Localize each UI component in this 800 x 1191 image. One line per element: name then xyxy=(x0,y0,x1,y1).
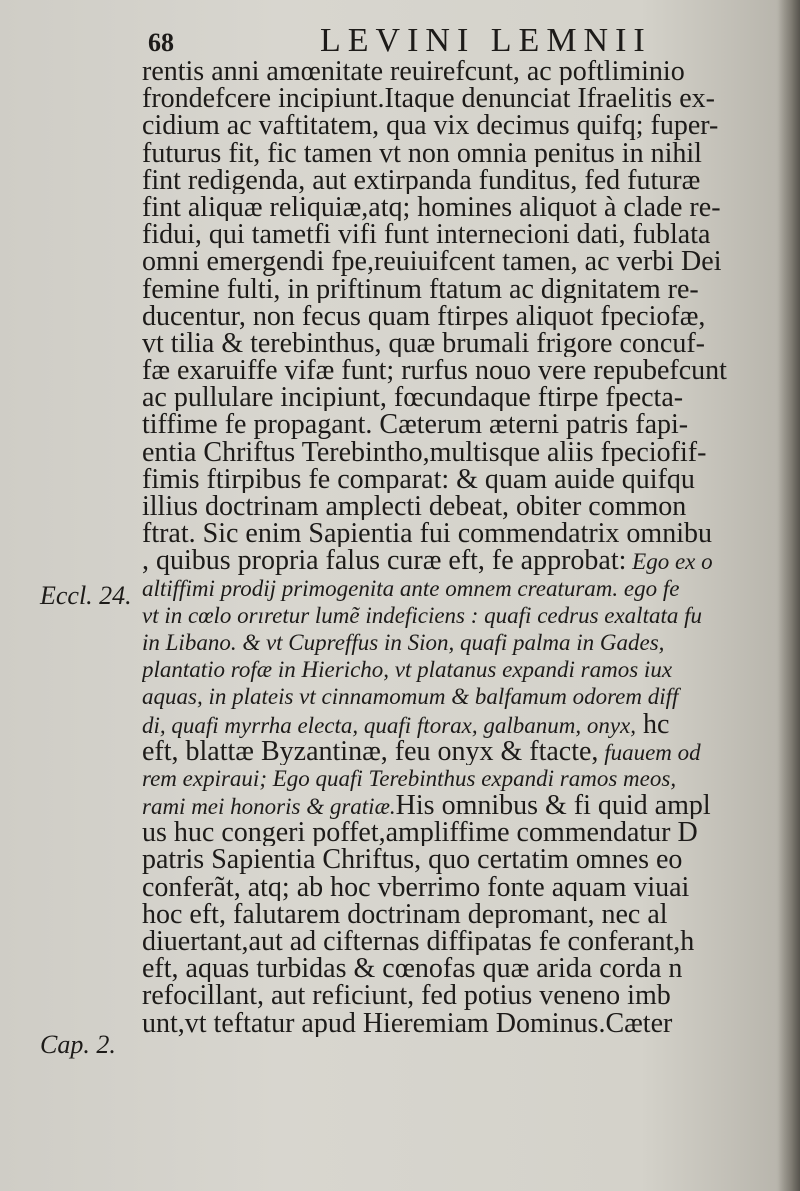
text-line: ducentur, non fecus quam ftirpes aliquot fpeciofæ, xyxy=(142,302,706,330)
text-line: illius doctrinam amplecti debeat, obiter common xyxy=(142,493,687,521)
text-line: ac pullulare incipiunt, fœcundaque ftirpe fpecta- xyxy=(142,384,684,412)
text-line: omni emergendi fpe,reuiuifcent tamen, ac verbi Dei xyxy=(142,248,722,276)
text-line: conferãt, atq; ab hoc vberrimo fonte aquam viuai xyxy=(142,873,690,901)
page-number: 68 xyxy=(148,28,174,57)
text-line: unt,vt teftatur apud Hieremiam Dominus.Cæter xyxy=(142,1009,673,1037)
italic-segment: fuauem od xyxy=(598,739,701,765)
text-line: patris Sapientia Chriftus, quo certatim omnes eo xyxy=(142,846,683,874)
body-text xyxy=(142,58,782,1037)
margin-note-cap: Cap. 2. xyxy=(40,1030,116,1059)
text-line: rentis anni amœnitate reuirefcunt, ac poftliminio xyxy=(142,58,685,86)
page-header xyxy=(148,20,768,62)
text-line xyxy=(142,792,782,819)
text-line: fidui, qui tametfi vifi funt internecioni dati, fublata xyxy=(142,221,711,249)
running-head: LEVINI LEMNII xyxy=(320,22,652,59)
text-line: vt in cœlo orıretur lumẽ indeficiens : quafi cedrus exaltata fu xyxy=(142,602,702,628)
text-line: femine fulti, in priftinum ftatum ac dignitatem re- xyxy=(142,275,699,303)
text-line: tiffime fe propagant. Cæterum æterni patris fapi- xyxy=(142,411,689,439)
text-line: aquas, in plateis vt cinnamomum & balfamum odorem diff xyxy=(142,684,679,710)
text-line: frondefcere incipiunt.Itaque denunciat Ifraelitis ex- xyxy=(142,85,715,113)
roman-segment: , quibus propria falus curæ eft, fe approbat: xyxy=(142,547,627,575)
text-line: futurus fit, fic tamen vt non omnia penitus in nihil xyxy=(142,139,702,167)
text-line: ftrat. Sic enim Sapientia fui commendatrix omnibu xyxy=(142,520,712,548)
text-line xyxy=(142,547,782,574)
text-line: us huc congeri poffet,ampliffime commendatur D xyxy=(142,819,698,847)
italic-segment: di, quafi myrrha electa, quafi ftorax, galbanum, onyx, xyxy=(142,712,637,738)
text-line: rem expiraui; Ego quafi Terebinthus expandi ramos meos, xyxy=(142,765,677,791)
italic-segment: Ego ex o xyxy=(626,549,713,575)
text-line: fimis ftirpibus fe comparat: & quam auide quifqu xyxy=(142,465,695,493)
text-line xyxy=(142,711,782,738)
roman-segment: eft, blattæ Byzantinæ, feu onyx & ftacte, xyxy=(142,737,599,765)
text-line xyxy=(142,738,782,765)
text-line: refocillant, aut reficiunt, fed potius veneno imb xyxy=(142,982,671,1010)
text-line: in Libano. & vt Cupreffus in Sion, quafi palma in Gades, xyxy=(142,629,665,655)
text-line: plantatio rofæ in Hiericho, vt platanus expandi ramos iux xyxy=(142,657,673,683)
text-line: hoc eft, falutarem doctrinam depromant, nec al xyxy=(142,900,668,928)
text-line: fæ exaruiffe vifæ funt; rurfus nouo vere repubefcunt xyxy=(142,357,727,385)
text-line: fint aliquæ reliquiæ,atq; homines aliquot à clade re- xyxy=(142,193,721,222)
text-line: diuertant,aut ad cifternas diffipatas fe conferant,h xyxy=(142,928,695,956)
text-line: eft, aquas turbidas & cœnofas quæ arida corda n xyxy=(142,955,683,983)
margin-note-eccl: Eccl. 24. xyxy=(40,581,132,610)
italic-segment: rami mei honoris & gratiæ. xyxy=(142,794,396,820)
text-line: vt tilia & terebinthus, quæ brumali frigore concuf- xyxy=(142,329,705,358)
text-line: cidium ac vaftitatem, qua vix decimus quifq; fuper- xyxy=(142,112,719,140)
text-line: entia Chriftus Terebintho,multisque aliis fpeciofif- xyxy=(142,438,707,466)
roman-segment: His omnibus & fi quid ampl xyxy=(395,792,711,820)
roman-segment: hc xyxy=(636,710,670,738)
text-line: altiffimi prodij primogenita ante omnem creaturam. ego fe xyxy=(142,575,680,601)
text-line: fint redigenda, aut extirpanda funditus, fed futuræ xyxy=(142,166,701,194)
